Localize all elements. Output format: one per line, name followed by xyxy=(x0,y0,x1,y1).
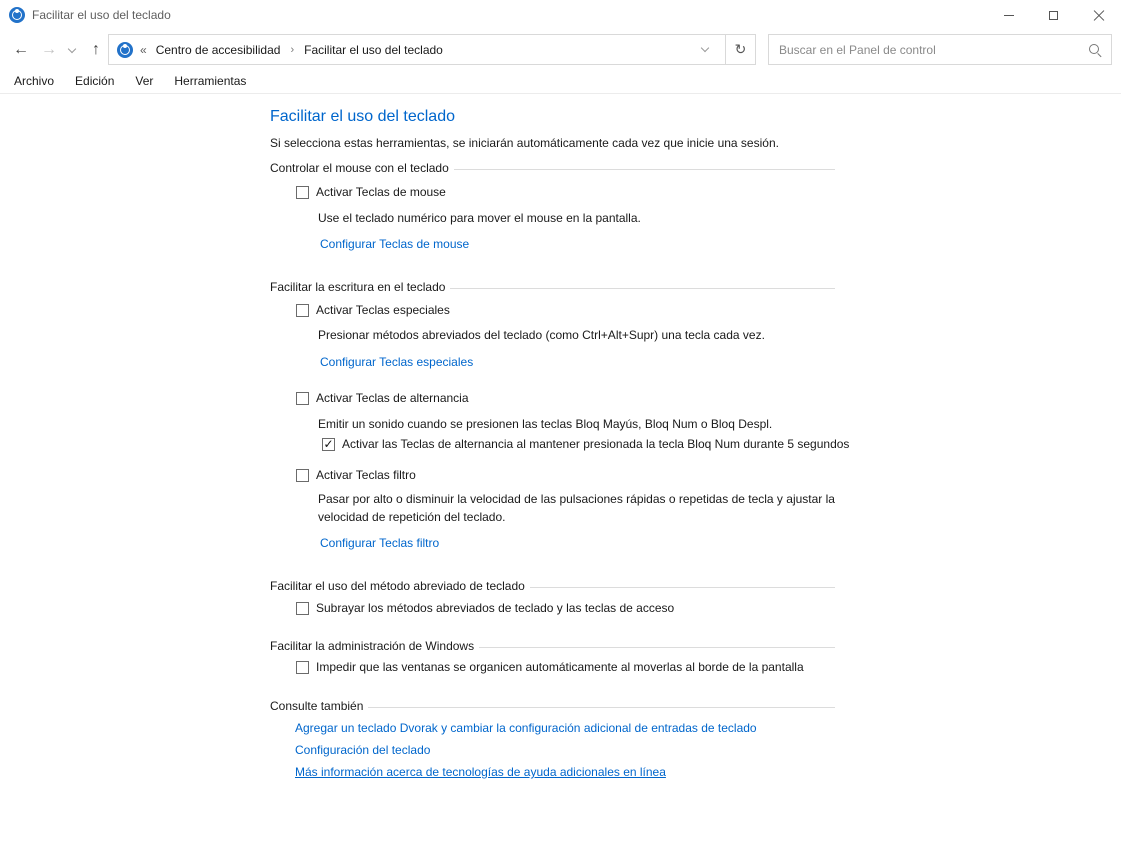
section-header-mouse xyxy=(270,161,835,175)
window-title: Facilitar el uso del teclado xyxy=(32,8,171,22)
prevent-snap-label[interactable]: Impedir que las ventanas se organicen automáticamente al moverlas al borde de la pantalla xyxy=(316,660,804,674)
see-also-dvorak-link[interactable] xyxy=(295,721,757,735)
see-also-online-help-link[interactable] xyxy=(295,765,666,779)
section-header-see-also xyxy=(270,699,835,713)
close-button[interactable] xyxy=(1076,0,1121,30)
link-text[interactable]: Configurar Teclas filtro xyxy=(320,536,440,550)
address-dropdown-button[interactable] xyxy=(693,48,717,51)
section-header-label: Controlar el mouse con el teclado xyxy=(270,161,449,175)
up-icon: ↑ xyxy=(92,41,100,58)
see-also-keyboard-settings-link[interactable] xyxy=(295,743,430,757)
close-icon xyxy=(1093,10,1104,21)
section-divider xyxy=(450,288,835,289)
search-input[interactable] xyxy=(769,35,1111,64)
breadcrumb-separator-icon: › xyxy=(290,43,295,56)
mouse-keys-label[interactable]: Activar Teclas de mouse xyxy=(316,185,446,199)
forward-icon: → xyxy=(41,41,57,58)
checkbox-row-sticky-keys[interactable] xyxy=(296,303,450,317)
sticky-keys-checkbox[interactable] xyxy=(296,304,309,317)
filter-keys-checkbox[interactable] xyxy=(296,469,309,482)
refresh-icon: ↻ xyxy=(734,41,747,57)
section-header-typing xyxy=(270,280,835,294)
section-header-window-management xyxy=(270,639,835,653)
section-header-label: Consulte también xyxy=(270,699,364,713)
breadcrumb-item-keyboard[interactable]: Facilitar el uso del teclado xyxy=(304,42,443,57)
underline-shortcuts-label[interactable]: Subrayar los métodos abreviados de teclado y las teclas de acceso xyxy=(316,601,675,615)
checkbox-row-prevent-snap[interactable] xyxy=(296,660,804,674)
section-header-label: Facilitar el uso del método abreviado de teclado xyxy=(270,579,525,593)
page-subtitle: Si selecciona estas herramientas, se iniciarán automáticamente cada vez que inicie una sesión. xyxy=(270,136,779,150)
checkbox-row-underline-shortcuts[interactable] xyxy=(296,601,674,615)
title-bar xyxy=(0,0,1121,30)
up-button[interactable] xyxy=(84,36,108,64)
menu-archivo[interactable]: Archivo xyxy=(14,73,55,88)
checkbox-row-mouse-keys[interactable] xyxy=(296,185,446,199)
link-text[interactable]: Más información acerca de tecnologías de ayuda adicionales en línea xyxy=(295,765,666,779)
section-header-shortcuts xyxy=(270,579,835,593)
search-box xyxy=(768,34,1112,65)
page-title: Facilitar el uso del teclado xyxy=(270,108,455,125)
section-divider xyxy=(368,707,835,708)
ease-of-access-icon xyxy=(9,7,25,23)
menu-ver[interactable]: Ver xyxy=(135,73,154,88)
maximize-icon xyxy=(1049,11,1058,20)
menu-edicion[interactable]: Edición xyxy=(75,73,115,88)
section-divider xyxy=(479,647,835,648)
menu-herramientas[interactable]: Herramientas xyxy=(174,73,247,88)
checkbox-row-filter-keys[interactable] xyxy=(296,468,416,482)
filter-keys-label[interactable]: Activar Teclas filtro xyxy=(316,468,416,482)
back-button[interactable] xyxy=(8,36,34,64)
section-header-label: Facilitar la escritura en el teclado xyxy=(270,280,446,294)
link-text[interactable]: Configurar Teclas especiales xyxy=(320,355,474,369)
breadcrumb-overflow-chevrons[interactable]: « xyxy=(140,42,147,57)
checkbox-row-toggle-keys[interactable] xyxy=(296,391,469,405)
configure-mouse-keys-link[interactable] xyxy=(320,237,469,251)
toggle-keys-label[interactable]: Activar Teclas de alternancia xyxy=(316,391,469,405)
maximize-button[interactable] xyxy=(1031,0,1076,30)
breadcrumb-item-accessibility-center[interactable]: Centro de accesibilidad xyxy=(155,42,281,57)
checkbox-row-toggle-keys-shortcut[interactable] xyxy=(322,437,849,451)
mouse-keys-checkbox[interactable] xyxy=(296,186,309,199)
chevron-down-icon xyxy=(701,44,709,52)
recent-pages-dropdown[interactable] xyxy=(62,36,82,64)
configure-sticky-keys-link[interactable] xyxy=(320,355,473,369)
toggle-keys-checkbox[interactable] xyxy=(296,392,309,405)
toggle-keys-shortcut-label[interactable]: Activar las Teclas de alternancia al mantener presionada la tecla Bloq Num durante 5 segundos xyxy=(342,437,850,451)
chevron-down-icon xyxy=(68,44,76,52)
section-header-label: Facilitar la administración de Windows xyxy=(270,639,475,653)
toggle-keys-shortcut-checkbox[interactable]: ✓ xyxy=(323,436,334,451)
minimize-button[interactable] xyxy=(986,0,1031,30)
toggle-keys-description: Emitir un sonido cuando se presionen las teclas Bloq Mayús, Bloq Num o Bloq Despl. xyxy=(318,417,773,431)
filter-keys-description: Pasar por alto o disminuir la velocidad de las pulsaciones rápidas o repetidas de tecla y ajustar la velocidad de repetición del teclado. xyxy=(318,492,835,524)
section-divider xyxy=(454,169,835,170)
minimize-icon xyxy=(1004,15,1014,16)
prevent-snap-checkbox[interactable] xyxy=(296,661,309,674)
window-controls xyxy=(986,0,1121,30)
configure-filter-keys-link[interactable] xyxy=(320,536,439,550)
link-text[interactable]: Configuración del teclado xyxy=(295,743,431,757)
sticky-keys-description: Presionar métodos abreviados del teclado (como Ctrl+Alt+Supr) una tecla cada vez. xyxy=(318,328,765,342)
forward-button[interactable] xyxy=(36,36,62,64)
ease-of-access-icon xyxy=(117,42,133,58)
main-content xyxy=(0,94,1121,862)
section-divider xyxy=(530,587,835,588)
sticky-keys-label[interactable]: Activar Teclas especiales xyxy=(316,303,450,317)
link-text[interactable]: Agregar un teclado Dvorak y cambiar la configuración adicional de entradas de teclado xyxy=(295,721,757,735)
refresh-button[interactable] xyxy=(725,34,756,65)
back-icon: ← xyxy=(13,41,29,58)
underline-shortcuts-checkbox[interactable] xyxy=(296,602,309,615)
search-icon[interactable] xyxy=(1088,43,1102,57)
menu-bar xyxy=(0,68,1121,94)
link-text[interactable]: Configurar Teclas de mouse xyxy=(320,237,470,251)
mouse-keys-description: Use el teclado numérico para mover el mouse en la pantalla. xyxy=(318,211,641,225)
address-bar[interactable] xyxy=(108,34,726,65)
